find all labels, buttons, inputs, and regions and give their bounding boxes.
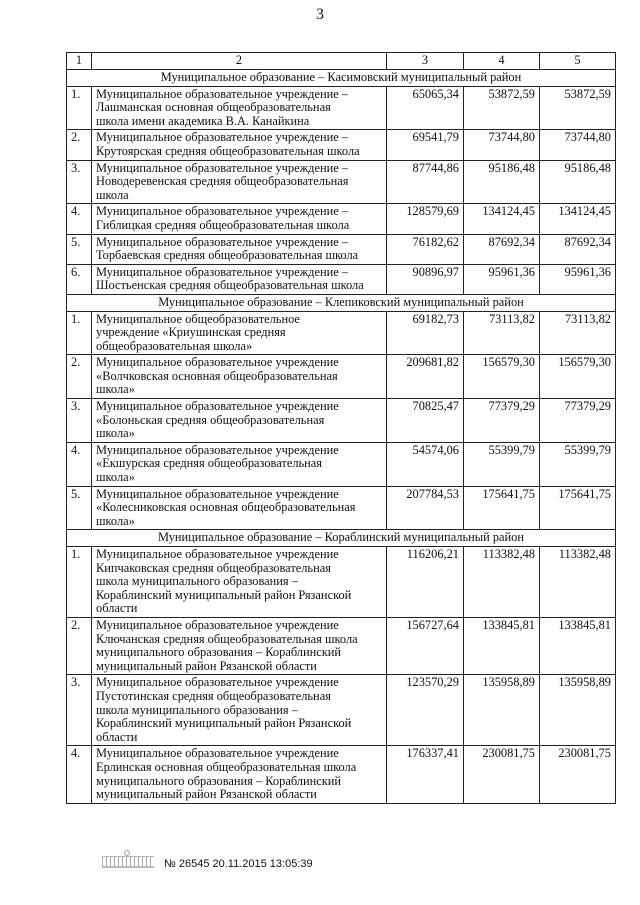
amount-v4: 95961,36 <box>464 264 540 294</box>
institution-name-line: Пустотинская средняя общеобразовательная <box>96 688 331 703</box>
institution-name <box>92 311 387 355</box>
institution-name <box>92 204 387 234</box>
amount-v5: 77379,29 <box>540 399 616 443</box>
amount-v3: 176337,41 <box>387 746 464 803</box>
institution-name-line: Муниципальное образовательное учреждение – <box>96 86 349 101</box>
amount-v5: 175641,75 <box>540 486 616 530</box>
section-header-row <box>67 530 616 547</box>
amount-v3: 76182,62 <box>387 234 464 264</box>
amount-v4: 73113,82 <box>464 311 540 355</box>
row-number: 5. <box>67 486 92 530</box>
institution-name-line: школа» <box>96 513 135 528</box>
institution-name <box>92 160 387 204</box>
amount-v3: 209681,82 <box>387 355 464 399</box>
institution-name-line: Муниципальное образовательное учреждение <box>96 547 339 561</box>
amount-v4: 87692,34 <box>464 234 540 264</box>
institution-name-line: Кораблинский муниципальный район Рязанской <box>96 716 352 731</box>
institution-name-line: Муниципальное образовательное учреждение <box>96 399 339 414</box>
amount-v4: 133845,81 <box>464 617 540 674</box>
institution-name <box>92 86 387 130</box>
row-number: 1. <box>67 86 92 130</box>
amount-v3: 87744,86 <box>387 160 464 204</box>
amount-v5: 230081,75 <box>540 746 616 803</box>
page-number: 3 <box>316 6 324 23</box>
row-number: 3. <box>67 675 92 746</box>
header-row <box>67 53 616 70</box>
table-row <box>67 746 616 803</box>
amount-v5: 113382,48 <box>540 547 616 618</box>
institution-name-line: общеобразовательная школа» <box>96 338 253 353</box>
table-row <box>67 234 616 264</box>
institution-name-line: Ерлинская основная общеобразовательная школа <box>96 759 357 774</box>
institution-name-line: школа» <box>96 426 135 441</box>
amount-v5: 55399,79 <box>540 442 616 486</box>
row-number: 5. <box>67 234 92 264</box>
amount-v4: 135958,89 <box>464 675 540 746</box>
amount-v3: 69182,73 <box>387 311 464 355</box>
amount-v4: 73744,80 <box>464 130 540 160</box>
institution-name-line: Муниципальное образовательное учреждение – <box>96 264 349 279</box>
institution-name-line: области <box>96 601 138 616</box>
table-row <box>67 160 616 204</box>
institution-name-line: Муниципальное образовательное учреждение – <box>96 204 349 219</box>
amount-v3: 207784,53 <box>387 486 464 530</box>
section-header-row <box>67 294 616 311</box>
table-row <box>67 264 616 294</box>
institution-name-line: области <box>96 729 138 744</box>
amount-v5: 135958,89 <box>540 675 616 746</box>
amount-v5: 133845,81 <box>540 617 616 674</box>
amount-v3: 90896,97 <box>387 264 464 294</box>
institution-name-line: Муниципальное образовательное учреждение – <box>96 160 349 175</box>
institution-name <box>92 442 387 486</box>
institution-name-line: школа» <box>96 470 135 485</box>
institution-name-line: Кораблинский муниципальный район Рязанской <box>96 587 352 602</box>
institution-name-line: «Волчковская основная общеобразовательная <box>96 368 338 383</box>
institution-name-line: муниципальный район Рязанской области <box>96 658 317 673</box>
section-title: Муниципальное образование – Касимовский муниципальный район <box>67 70 616 87</box>
amount-v5: 73113,82 <box>540 311 616 355</box>
institution-name <box>92 617 387 674</box>
institution-name <box>92 486 387 530</box>
table-row <box>67 130 616 160</box>
institution-name <box>92 355 387 399</box>
registration-number: № 26545 20.11.2015 13:05:39 <box>164 858 313 870</box>
table-row <box>67 355 616 399</box>
institution-name <box>92 547 387 618</box>
amount-v5: 95186,48 <box>540 160 616 204</box>
amount-v3: 65065,34 <box>387 86 464 130</box>
institution-name-line: Торбаевская средняя общеобразовательная школа <box>96 248 359 263</box>
section-header-row <box>67 70 616 87</box>
table-row <box>67 86 616 130</box>
institution-name-line: Крутоярская средняя общеобразовательная школа <box>96 143 360 158</box>
row-number: 4. <box>67 442 92 486</box>
institution-name-line: муниципальный район Рязанской области <box>96 787 317 802</box>
institution-name-line: «Екшурская средняя общеобразовательная <box>96 456 323 471</box>
institution-name-line: школа муниципального образования – <box>96 574 298 589</box>
institution-name-line: муниципального образования – Кораблинский <box>96 773 342 788</box>
amount-v3: 128579,69 <box>387 204 464 234</box>
amount-v4: 77379,29 <box>464 399 540 443</box>
table-row <box>67 675 616 746</box>
institution-name-line: Муниципальное образовательное учреждение <box>96 675 339 690</box>
amount-v5: 156579,30 <box>540 355 616 399</box>
institution-name-line: школа муниципального образования – <box>96 702 298 717</box>
section-title: Муниципальное образование – Кораблинский муниципальный район <box>67 530 616 547</box>
row-number: 1. <box>67 547 92 618</box>
institution-name <box>92 399 387 443</box>
header-cell: 5 <box>540 53 616 70</box>
amount-v3: 69541,79 <box>387 130 464 160</box>
institution-name-line: Муниципальное общеобразовательное <box>96 311 300 326</box>
institution-name <box>92 130 387 160</box>
amount-v4: 95186,48 <box>464 160 540 204</box>
header-cell: 3 <box>387 53 464 70</box>
table-row <box>67 399 616 443</box>
row-number: 2. <box>67 617 92 674</box>
amount-v4: 55399,79 <box>464 442 540 486</box>
table-row <box>67 442 616 486</box>
table-row <box>67 486 616 530</box>
table-row <box>67 204 616 234</box>
institution-name-line: Муниципальное образовательное учреждение – <box>96 234 349 249</box>
institution-name-line: Муниципальное образовательное учреждение <box>96 355 339 370</box>
row-number: 6. <box>67 264 92 294</box>
institution-name <box>92 234 387 264</box>
institution-name-line: Муниципальное образовательное учреждение <box>96 746 339 761</box>
amount-v4: 53872,59 <box>464 86 540 130</box>
amount-v5: 73744,80 <box>540 130 616 160</box>
institution-name-line: Новодеревенская средняя общеобразовательная <box>96 174 349 189</box>
institution-name-line: «Болоньская средняя общеобразовательная <box>96 412 325 427</box>
amount-v5: 134124,45 <box>540 204 616 234</box>
institution-name-line: школа имени академика В.А. Канайкина <box>96 113 310 128</box>
section-title: Муниципальное образование – Клепиковский муниципальный район <box>67 294 616 311</box>
amount-v3: 116206,21 <box>387 547 464 618</box>
institution-name-line: «Колесниковская основная общеобразовательная <box>96 500 356 515</box>
institution-name-line: Муниципальное образовательное учреждение – <box>96 130 349 145</box>
amount-v3: 70825,47 <box>387 399 464 443</box>
institution-name-line: школа <box>96 187 129 202</box>
amount-v5: 95961,36 <box>540 264 616 294</box>
institution-name <box>92 264 387 294</box>
row-number: 4. <box>67 746 92 803</box>
institution-name-line: Ключанская средняя общеобразовательная школа <box>96 631 358 646</box>
row-number: 4. <box>67 204 92 234</box>
institution-name-line: учреждение «Криушинская средняя <box>96 325 286 340</box>
table-row <box>67 311 616 355</box>
amount-v5: 87692,34 <box>540 234 616 264</box>
amount-v4: 156579,30 <box>464 355 540 399</box>
header-cell: 1 <box>67 53 92 70</box>
institution-name-line: Гиблицкая средняя общеобразовательная школа <box>96 217 350 232</box>
row-number: 3. <box>67 399 92 443</box>
amount-v4: 230081,75 <box>464 746 540 803</box>
institution-name-line: муниципального образования – Кораблинский <box>96 645 342 660</box>
institution-name <box>92 675 387 746</box>
document-footer <box>100 852 420 876</box>
row-number: 2. <box>67 130 92 160</box>
institution-name-line: Лашманская основная общеобразовательная <box>96 100 331 115</box>
amount-v3: 123570,29 <box>387 675 464 746</box>
header-cell: 4 <box>464 53 540 70</box>
amount-v4: 113382,48 <box>464 547 540 618</box>
funding-table <box>66 52 616 804</box>
table-row <box>67 547 616 618</box>
amount-v4: 175641,75 <box>464 486 540 530</box>
institution-name <box>92 746 387 803</box>
amount-v3: 54574,06 <box>387 442 464 486</box>
institution-name-line: Муниципальное образовательное учреждение <box>96 442 339 457</box>
amount-v4: 134124,45 <box>464 204 540 234</box>
institution-name-line: Кипчаковская средняя общеобразовательная <box>96 560 331 575</box>
row-number: 2. <box>67 355 92 399</box>
amount-v3: 156727,64 <box>387 617 464 674</box>
institution-name-line: Шостьенская средняя общеобразовательная школа <box>96 278 364 293</box>
amount-v5: 53872,59 <box>540 86 616 130</box>
institution-name-line: Муниципальное образовательное учреждение <box>96 617 339 632</box>
institution-name-line: Муниципальное образовательное учреждение <box>96 486 339 501</box>
header-cell: 2 <box>92 53 387 70</box>
row-number: 1. <box>67 311 92 355</box>
table-row <box>67 617 616 674</box>
row-number: 3. <box>67 160 92 204</box>
institution-name-line: школа» <box>96 382 135 397</box>
registration-stamp-icon <box>100 856 156 872</box>
